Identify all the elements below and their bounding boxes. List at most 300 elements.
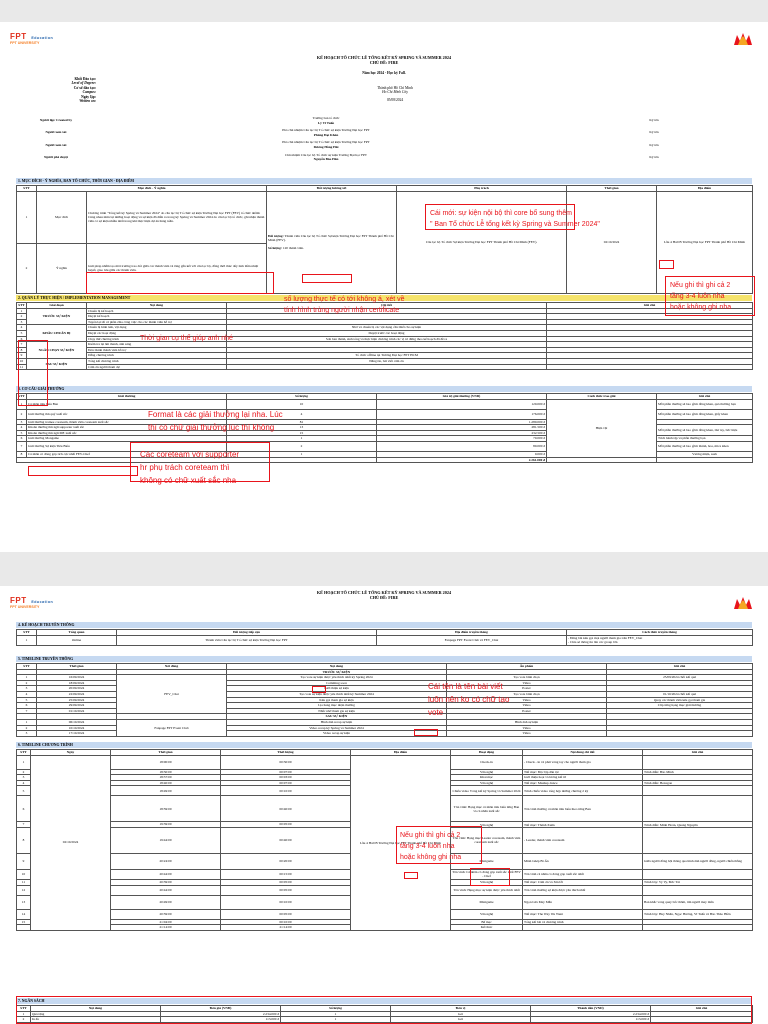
signoff-role: Phó chủ nhiệm Câu lạc bộ Tổ chức sự kiện Trường Đại học FPT xyxy=(282,128,370,133)
table-cell: Tôn vinh: Hạng mục cá nhân tiêu biểu từng Ban và cá nhân xuất sắc xyxy=(451,796,523,822)
table-cell: Tôn vinh thưởng cá nhân tiêu biểu theo từng Ban xyxy=(523,796,643,822)
table-cell: 18:59:00 xyxy=(111,796,221,822)
logo-university: FPT UNIVERSITY xyxy=(10,605,40,609)
event-time: 02/10/2024 xyxy=(567,191,657,293)
group-after: SAU SỰ KIỆN xyxy=(227,714,447,720)
table-cell: - Đăng bài kêu gọi mọi người tham gia trên FEV_Chat - Chia sẻ thông tin lên các group lớn xyxy=(567,635,753,645)
table-cell: 6 xyxy=(17,336,27,342)
signoff-label: Người xem xét xyxy=(45,130,67,135)
table-cell: 1 xyxy=(227,451,377,457)
meaning-name: Ý nghĩa xyxy=(37,243,87,293)
signoff-table xyxy=(16,116,752,162)
table-cell: 15 xyxy=(17,919,31,925)
table-cell xyxy=(643,885,753,895)
table-cell: 10 xyxy=(17,358,27,364)
table-cell: 25/09/2024 chốt kết quả xyxy=(607,675,753,681)
table-cell: 81 xyxy=(227,419,377,425)
table-cell: Đón thành thành viên hỗ trợ xyxy=(87,347,227,353)
table-cell: 00:15:00 xyxy=(221,869,351,879)
table-cell: 2 xyxy=(227,441,377,451)
logo-edu: Education xyxy=(31,600,54,604)
signoff-name: Nguyễn Bảo Hân xyxy=(313,157,339,162)
table-cell: Tạo vote bình chọn xyxy=(447,675,607,681)
col-method: Cách thức trao giải xyxy=(547,394,657,400)
table-cell: 2.234.000 đ xyxy=(161,1011,281,1017)
table-cell xyxy=(643,869,753,879)
table-header-cell: Ghi chú xyxy=(607,664,753,670)
table-cell: 4 xyxy=(17,425,27,431)
table-cell: Video xyxy=(447,703,607,709)
owner-cell: Câu lạc bộ Tổ chức Sự kiện Trường Đại học FPT Thành phố Hồ Chí Minh (FEV). xyxy=(397,191,567,293)
table-cell: 12 xyxy=(17,885,31,895)
table-cell: Tuyển lại tất cả phần chia công việc cho các thành viên hỗ trợ xyxy=(87,319,227,325)
table-cell: Dẫng chương trình xyxy=(87,353,227,359)
table-cell: 25/09/2024 xyxy=(37,697,117,703)
table-cell: Chuẩn bị kế hoạch xyxy=(87,308,227,314)
count-value: 120 thành viên. xyxy=(282,246,304,251)
signoff-name: Lý Vĩ Tuấn xyxy=(317,120,335,125)
table-cell: 7 xyxy=(17,822,31,828)
col-purpose: Mục đích - Ý nghĩa xyxy=(37,186,267,192)
table-header-cell: STT xyxy=(17,1006,31,1012)
comment-post-title: Cái tên là tên bài viết luôn nên ko có chữ tạo vote xyxy=(428,682,510,717)
table-cell: Tôn vinh thưởng sự kiện được yêu thích nhất xyxy=(523,885,643,895)
table-cell: Tạo vote sự kiện được yêu thích nhất kỳ Summer 2024 xyxy=(227,691,447,697)
table-cell: Check-in xyxy=(451,755,523,769)
highlight-box xyxy=(18,340,48,406)
table-cell xyxy=(643,755,753,769)
table-cell xyxy=(227,364,547,370)
table-cell: Mỗi phần thưởng sẽ bao gồm thành, hoa, mica khen xyxy=(657,441,753,451)
audience-value: Thành viên Câu lạc bộ Tổ chức Sự kiện Trường Đại học FPT Thành phố Hồ Chí Minh (FEV). xyxy=(268,233,394,242)
post-place-fev: FEV_Chat xyxy=(117,675,227,714)
table-cell: Văn nghệ xyxy=(451,879,523,885)
table-header-cell: Đơn giá (VNĐ) xyxy=(161,1006,281,1012)
table-cell: Giữa người đồng hội thông qua hình ảnh người đồng, người chiến thắng xyxy=(643,853,753,869)
table-cell: Trình diễn: Hexagon xyxy=(643,780,753,786)
signoff-label: Người phê duyệt xyxy=(43,154,69,159)
table-cell xyxy=(523,925,643,931)
comment-box xyxy=(665,276,755,316)
table-cell: 20:59:00 xyxy=(111,909,221,919)
table-cell: 2 xyxy=(17,409,27,419)
table-cell: 2 xyxy=(17,725,37,731)
signoff-role: Trưởng ban tổ chức xyxy=(312,116,340,120)
table-cell: Video recap sự kiện xyxy=(227,731,447,737)
info-labels xyxy=(56,77,96,103)
award-total: 2.261.000 đ xyxy=(377,457,547,463)
table-row xyxy=(17,635,753,645)
table-header-cell: Ấn phẩm xyxy=(447,664,607,670)
table-cell: Tôn vinh: Hạng mục sự kiện được yêu thích nhất xyxy=(451,885,523,895)
table-cell: Mỗi phần thưởng sẽ bao gồm đồng khen, thư tay, bức hiệu xyxy=(657,425,753,436)
table-cell: Giới thiệu sự kiện xyxy=(227,686,447,692)
comment-time: Thời gian cụ thể giúp anh nhé xyxy=(140,335,233,342)
table-cell xyxy=(643,925,753,931)
table-cell xyxy=(547,364,753,370)
table-cell: 7 xyxy=(17,708,37,714)
table-cell: 3 xyxy=(17,731,37,737)
table-cell: Bế mạc xyxy=(451,919,523,925)
program-timeline-table xyxy=(16,749,753,931)
table-cell: Mỗi phần thưởng sẽ bao gồm đồng khen, quà thưởng bạn xyxy=(657,399,753,409)
table-cell: Trình diễn: Minh Hoàn, Quang Nguyên xyxy=(643,822,753,828)
table-cell: Văn nghệ xyxy=(451,909,523,919)
table-cell: 70.000 đ xyxy=(377,436,547,442)
table-header-cell: Ghi chú xyxy=(651,1006,753,1012)
col-content: Nội dung xyxy=(87,303,227,309)
table-cell: Tiết mục: Thành Xuân xyxy=(523,822,643,828)
signoff-label: Người xem xét xyxy=(45,142,67,147)
table-cell: 00:05:00 xyxy=(221,885,351,895)
table-cell: Gói xyxy=(391,1011,531,1017)
table-cell: 1 xyxy=(281,1017,391,1023)
fpt-logo xyxy=(10,32,53,45)
table-header-cell: Hoạt động xyxy=(451,750,523,756)
table-cell: 4 xyxy=(17,780,31,786)
col-qty: Số lượng xyxy=(227,394,377,400)
table-cell: Duyệt kế hoạch xyxy=(87,314,227,320)
col-stt: STT xyxy=(18,394,25,398)
table-header-cell: Nội dung xyxy=(31,1006,161,1012)
table-cell: Văn nghệ xyxy=(451,769,523,775)
section-4-title: 4. KẾ HOẠCH TRUYỀN THÔNG xyxy=(16,622,752,628)
table-cell: Mỗi phần thưởng sẽ bao gồm đồng khen, giấy khen xyxy=(657,409,753,419)
plan-title: KẾ HOẠCH TỔ CHỨC LỄ TỔNG KẾT KỲ SPRING VÀ SUMMER 2024 xyxy=(316,55,452,60)
table-cell: Tổ chức offline tại Trường Đại học FPT HCM xyxy=(227,353,547,359)
table-cell: Chiếu video Vòng kết kỳ Spring và Summer 2024 xyxy=(451,786,523,796)
table-cell: Khai mạc xyxy=(451,775,523,781)
table-cell: Tôn vinh cá nhân có đóng góp xuất sắc nhất xyxy=(523,869,643,879)
table-cell: 5 xyxy=(17,786,31,796)
table-cell: 2 xyxy=(17,1017,31,1023)
table-cell: 18/09/2024 xyxy=(37,680,117,686)
table-header-cell: STT xyxy=(17,750,31,756)
program-date: 02/10/2024 xyxy=(31,755,111,930)
table-cell: Video xyxy=(447,697,607,703)
table-cell: 19:44:00 xyxy=(111,827,221,853)
section-6-title: 6. TIMELINE CHƯƠNG TRÌNH xyxy=(16,742,752,748)
table-cell: 21:14:00 xyxy=(111,925,221,931)
table-cell: 5 xyxy=(17,330,27,336)
communication-plan-table xyxy=(16,629,753,646)
table-cell: Tiết mục: Mashup dance xyxy=(523,780,643,786)
table-cell: 00:07:00 xyxy=(221,780,351,786)
count-label: Số lượng: xyxy=(268,246,283,251)
campus-city: Thành phố Hồ Chí Minh xyxy=(377,86,413,90)
table-cell: 16/09/2024 xyxy=(37,675,117,681)
table-cell: 13 xyxy=(227,425,377,431)
phase-before: TRƯỚC SỰ KIỆN xyxy=(27,308,87,325)
label-date-en: Written on: xyxy=(79,99,96,104)
table-header-cell: Địa điểm xyxy=(351,750,451,756)
purpose-name: Mục đích xyxy=(37,191,87,243)
table-header-cell: Thời gian xyxy=(37,664,117,670)
table-cell: 20/09/2024 xyxy=(37,686,117,692)
program-place: Lầu 4 Hall B Trường Đại học FPT Thành phố Hồ Chí Minh xyxy=(351,755,451,930)
table-cell: Ngọn Lửa May Mắn xyxy=(523,895,643,909)
table-cell: Lịa hang mục nhận thưởng xyxy=(227,703,447,709)
label-campus-en: Campus: xyxy=(82,90,96,95)
signoff-sign: Ký tên xyxy=(649,118,659,123)
table-cell: 21:14:00 xyxy=(221,925,351,931)
table-cell: 6 xyxy=(17,703,37,709)
table-header-cell: Thành tiền (VND) xyxy=(531,1006,651,1012)
comment-floor: Nếu ghi thì ghi cả 2 tầng 3-4 luôn nha hoặc không ghi nha xyxy=(400,832,462,861)
table-cell: 18:30:00 xyxy=(111,769,221,775)
highlight-box xyxy=(28,466,138,476)
logo-brand: FPT xyxy=(10,596,27,605)
table-cell: 17/10/2024 xyxy=(37,731,117,737)
table-cell: Nhờ và chuẩn bị các vật dụng cần thiết cho sự kiện xyxy=(227,325,547,331)
table-cell: Khoản thưởng thủ ngũ supporter xuất sắc xyxy=(27,425,227,431)
table-cell: Khoản thưởng thủ ngũ ME xuất sắc xyxy=(27,430,227,436)
table-cell: Văn nghệ xyxy=(451,780,523,786)
table-cell: 5 xyxy=(17,697,37,703)
table-cell: Giải thưởng Sự kiện Tiêu Biểu xyxy=(27,441,227,451)
table-cell xyxy=(643,796,753,822)
table-cell: 232.500 đ xyxy=(377,430,547,436)
written-date: 05/08/2024 xyxy=(386,98,404,102)
table-cell: Chạy thử chương trình xyxy=(87,336,227,342)
comment-ban-to-chuc: Cái mới: sự kiện nội bộ thì core bổ sung thêm " Ban Tổ chức Lễ tổng kết kỳ Spring và Summer 2024" xyxy=(430,210,600,228)
table-header-cell: Nội dung chi tiết xyxy=(523,750,643,756)
table-cell: 00:03:00 xyxy=(221,775,351,781)
table-cell: 80.000 đ xyxy=(377,441,547,451)
col-award: Giải thưởng xyxy=(27,394,227,400)
table-cell: 00:05:00 xyxy=(221,822,351,828)
table-cell: 22/09/2024 xyxy=(37,691,117,697)
table-cell: 6 xyxy=(17,436,27,442)
table-cell: 00:07:00 xyxy=(221,769,351,775)
highlight-box xyxy=(312,686,326,693)
table-cell: 20:39:00 xyxy=(111,879,221,885)
table-cell: Minh Ghép Bí Ẩn xyxy=(523,853,643,869)
school-year: Năm học 2024 - Học kỳ Fall. xyxy=(362,71,406,75)
table-cell: Kết thúc xyxy=(451,925,523,931)
audience-label: Đối tượng: xyxy=(268,233,284,238)
table-cell: Kêu gọi tham gia sự kiện xyxy=(227,697,447,703)
logo-university: FPT UNIVERSITY xyxy=(10,41,40,45)
campus-city-en: Ho Chi Minh City xyxy=(382,90,408,94)
table-cell: 20:44:00 xyxy=(111,885,221,895)
table-cell: Trình bày: Huy Nhân, Ngọc Hương, Vĩ Tuấn và Bảo Thảo Hiền xyxy=(643,909,753,919)
table-cell: 7 xyxy=(17,342,27,348)
table-cell: Video xyxy=(447,725,607,731)
table-cell: 4 xyxy=(227,409,377,419)
table-cell: 18:40:00 xyxy=(111,780,221,786)
table-cell: 4 xyxy=(17,325,27,331)
signoff-name: Phùng Đạt Khôn xyxy=(313,132,339,137)
purpose-text: Chương trình "Tổng kết kỳ Spring và Summer 2024" do câu lạc bộ Tổ chức sự kiện Trường Đại học FPT (FEV) tổ chức nhằm: Cùng nhau nhìn lại những hoạt động và sự kiện đã diễn ra trong kỳ Spring và Summer 2024 do câu lạc bộ tổ chức, ghi nhận thành viên có sự kiện nhiều nhất trong khi thực hiện dự án hàng tuần. xyxy=(87,191,267,243)
table-cell: Sơn ban thành, sinh tổng và thực hiện chương trình các vị trí đứng theo kế hoạch đã đề ra xyxy=(227,336,547,342)
col-phase: Giai đoạn xyxy=(27,303,87,309)
phase-running: NGÂN CHẠY SỰ KIỆN xyxy=(27,342,87,359)
table-cell: 8 xyxy=(17,347,27,353)
comment-certificate: số lượng thực tế có tới không á, xét về tính hình trùng người nhận certificate xyxy=(284,296,405,314)
table-cell: 2 xyxy=(17,769,31,775)
table-header-cell: Số lượng xyxy=(281,1006,391,1012)
col-time: Thời gian xyxy=(567,186,657,192)
comment-box xyxy=(130,442,270,482)
table-header-cell: Nội dung xyxy=(227,664,447,670)
plan-subtitle: CHỦ ĐỀ: FIRE xyxy=(369,595,399,600)
table-cell xyxy=(547,457,657,463)
table-header-cell: Đơn vị xyxy=(391,1006,531,1012)
table-cell xyxy=(17,925,31,931)
table-cell: 1 xyxy=(17,755,31,769)
table-cell: 176.000 đ xyxy=(377,409,547,419)
communication-timeline-table xyxy=(16,663,753,737)
table-cell: Video recap kỳ Spring và Summer 2024 xyxy=(227,725,447,731)
table-cell: 00:10:00 xyxy=(221,919,351,925)
table-cell: 00:30:00 xyxy=(221,755,351,769)
plan-title: KẾ HOẠCH TỔ CHỨC LỄ TỔNG KẾT KỲ SPRING VÀ SUMMER 2024 xyxy=(316,590,452,595)
table-cell: Gói xyxy=(391,1017,531,1023)
table-cell: 29/09/2024 xyxy=(37,703,117,709)
col-note: Ghi chú xyxy=(547,303,753,309)
table-cell: 1 xyxy=(17,399,27,409)
col-place: Địa điểm xyxy=(657,186,753,192)
section-3-title: 3. CƠ CẤU GIẢI THƯỞNG xyxy=(16,386,752,392)
table-cell: 1.280.000 đ xyxy=(377,419,547,425)
signoff-name: Dương Hồng Hải xyxy=(313,144,339,149)
table-cell: Tổng kết chương trình xyxy=(87,358,227,364)
table-cell: 20:24:00 xyxy=(111,853,221,869)
logo-brand: FPT xyxy=(10,32,27,41)
table-cell: Tiết mục: Độc lập dân tộc xyxy=(523,769,643,775)
table-cell: 1 xyxy=(17,1011,31,1017)
signoff-label: Người lập/ Created by xyxy=(39,118,73,123)
comment-box xyxy=(425,204,575,230)
table-cell: 2 xyxy=(17,680,37,686)
table-cell: Giải thưởng Mongame xyxy=(27,436,227,442)
group-before: TRƯỚC SỰ KIỆN xyxy=(227,669,447,675)
comment-coreteam: Các coreteam với supporter hr phụ trách coreteam thì không có chữ xuất sắc nha xyxy=(140,450,240,485)
table-header-cell: Ghi chú xyxy=(643,750,753,756)
comment-floor: Nếu ghi thì ghi cả 2 tầng 3-4 luôn nha hoặc không ghi nha xyxy=(670,282,732,311)
table-cell: Online xyxy=(37,635,117,645)
table-cell: Video xyxy=(447,731,607,737)
table-cell: 18:00:00 xyxy=(111,755,221,769)
meaning-stt: 2 xyxy=(17,243,37,293)
highlight-box xyxy=(404,872,418,879)
table-cell: Tổng kết bài và chương trình xyxy=(523,919,643,925)
label-degree-en: Level of Degree: xyxy=(71,81,96,86)
label-degree: Khối Đào tạo: xyxy=(74,77,96,81)
table-cell: Poster xyxy=(447,708,607,714)
highlight-box xyxy=(414,729,438,736)
table-cell xyxy=(657,457,753,463)
table-cell: 3 xyxy=(17,686,37,692)
table-cell: Kiểm tra lại âm thanh, ánh sáng xyxy=(87,342,227,348)
table-cell: 01/10/2024 chốt kết quả xyxy=(607,691,753,697)
table-row xyxy=(17,364,753,370)
table-cell: 00:20:00 xyxy=(221,853,351,869)
highlight-box xyxy=(86,272,274,294)
highlight-box xyxy=(302,274,352,283)
award-method: Hiện vật xyxy=(547,399,657,457)
table-cell: Duyệt các hoạt động xyxy=(87,330,227,336)
document-page-2 xyxy=(0,586,768,1024)
table-cell: Giới thiệu hoạt và lương kết từ xyxy=(523,775,643,781)
table-cell: Tiết mục: The Way We Went xyxy=(523,909,643,919)
table-cell: 10 xyxy=(17,869,31,879)
table-header-cell: Cách thức truyền thông xyxy=(567,630,753,636)
table-cell: 120.000 đ xyxy=(377,399,547,409)
table-header-cell: Tổng quan xyxy=(37,630,117,636)
table-cell: 7 xyxy=(17,441,27,451)
table-cell: Tôn vinh: Hạng mục Leader coreteam, thành viên coreteam xuất sắc xyxy=(451,827,523,853)
table-cell: 1 xyxy=(17,675,37,681)
table-cell: 11 xyxy=(17,879,31,885)
table-header-cell: Địa điểm truyền thông xyxy=(377,630,567,636)
signoff-role: Chủ nhiệm Câu lạc bộ Tổ chức sự kiện Trường Đại học FPT xyxy=(284,152,368,157)
table-cell: 19:39:00 xyxy=(111,822,221,828)
table-cell: Vương miện, sash xyxy=(657,451,753,457)
table-cell: 281.500 đ xyxy=(377,425,547,431)
signoff-sign: Ký tên xyxy=(649,142,659,147)
section-5-title: 5. TIMELINE TRUYỀN THÔNG xyxy=(16,656,752,662)
table-cell: 18:49:00 xyxy=(111,786,221,796)
logo-edu: Education xyxy=(31,36,54,40)
col-note: Ghi chú xyxy=(657,394,753,400)
highlight-room xyxy=(659,260,674,269)
table-cell: 00:10:00 xyxy=(221,895,351,909)
table-header-cell: Ngày xyxy=(31,750,111,756)
table-cell: Trích hành tập và phần thưởng bạn xyxy=(657,436,753,442)
label-date: Ngày lập: xyxy=(81,94,96,99)
table-cell: Văn nghệ xyxy=(451,822,523,828)
table-row xyxy=(17,399,753,409)
table-cell: Thành viên Câu lạc bộ Tổ chức sự kiện Trường Đại học FPT xyxy=(117,635,377,645)
table-cell: 1 xyxy=(17,635,37,645)
table-cell: 15 xyxy=(227,430,377,436)
table-cell: Minigame xyxy=(451,853,523,869)
col-stt: STT xyxy=(18,303,25,307)
table-cell: Tôn vinh: Cá nhân có đóng góp xuất sắc nhất FEV - Chef xyxy=(452,870,521,879)
table-cell: Ban khắc vòng quay bốc thăm, tìm người may mắn xyxy=(643,895,753,909)
table-cell: 9 xyxy=(17,853,31,869)
event-place: Lầu 4 Hall B Trường Đại học FPT Thành phố Hồ Chí Minh xyxy=(657,191,753,293)
table-cell: 06/10/2024 xyxy=(37,719,117,725)
table-cell: Cá nhân tiêu biểu Ban xyxy=(27,399,227,409)
table-header-cell: Đối tượng tiếp cận xyxy=(117,630,377,636)
table-cell: 18:37:00 xyxy=(111,775,221,781)
table-cell xyxy=(607,731,753,737)
table-cell: - Leader, thành viên coreteam xyxy=(523,827,643,853)
table-cell xyxy=(643,827,753,853)
table-cell: 00:40:00 xyxy=(221,796,351,822)
col-audience: Đối tượng hướng tới xyxy=(267,186,397,192)
table-cell: Quay các thành viên kêu gọi tham gia xyxy=(607,697,753,703)
awards-table xyxy=(16,393,753,463)
signoff-role: Phó chủ nhiệm Câu lạc bộ Tổ chức sự kiện Trường Đại học FPT xyxy=(282,140,370,145)
table-cell: Nhắc nhở tham gia sự kiện xyxy=(227,708,447,714)
table-cell: Giải thưởng trainee coreteam, thành viên coreteam xuất sắc xyxy=(27,419,227,425)
table-cell: 14 xyxy=(17,909,31,919)
table-cell: 5 xyxy=(17,430,27,436)
table-cell: 10 xyxy=(227,399,377,409)
table-cell: 1 xyxy=(281,1011,391,1017)
table-cell: 10/10/2024 xyxy=(37,725,117,731)
table-cell: 01/10/2024 xyxy=(37,708,117,714)
table-cell: 1 xyxy=(17,308,27,314)
section-2-title: 2. QUẢN LÝ THỰC HIỆN / IMPLEMENTATION MANAGEMENT xyxy=(16,295,752,301)
table-cell: Poster xyxy=(447,686,607,692)
table-cell: Duyệt trước các hoạt động xyxy=(227,330,547,336)
flame-decoration-icon xyxy=(732,32,754,46)
